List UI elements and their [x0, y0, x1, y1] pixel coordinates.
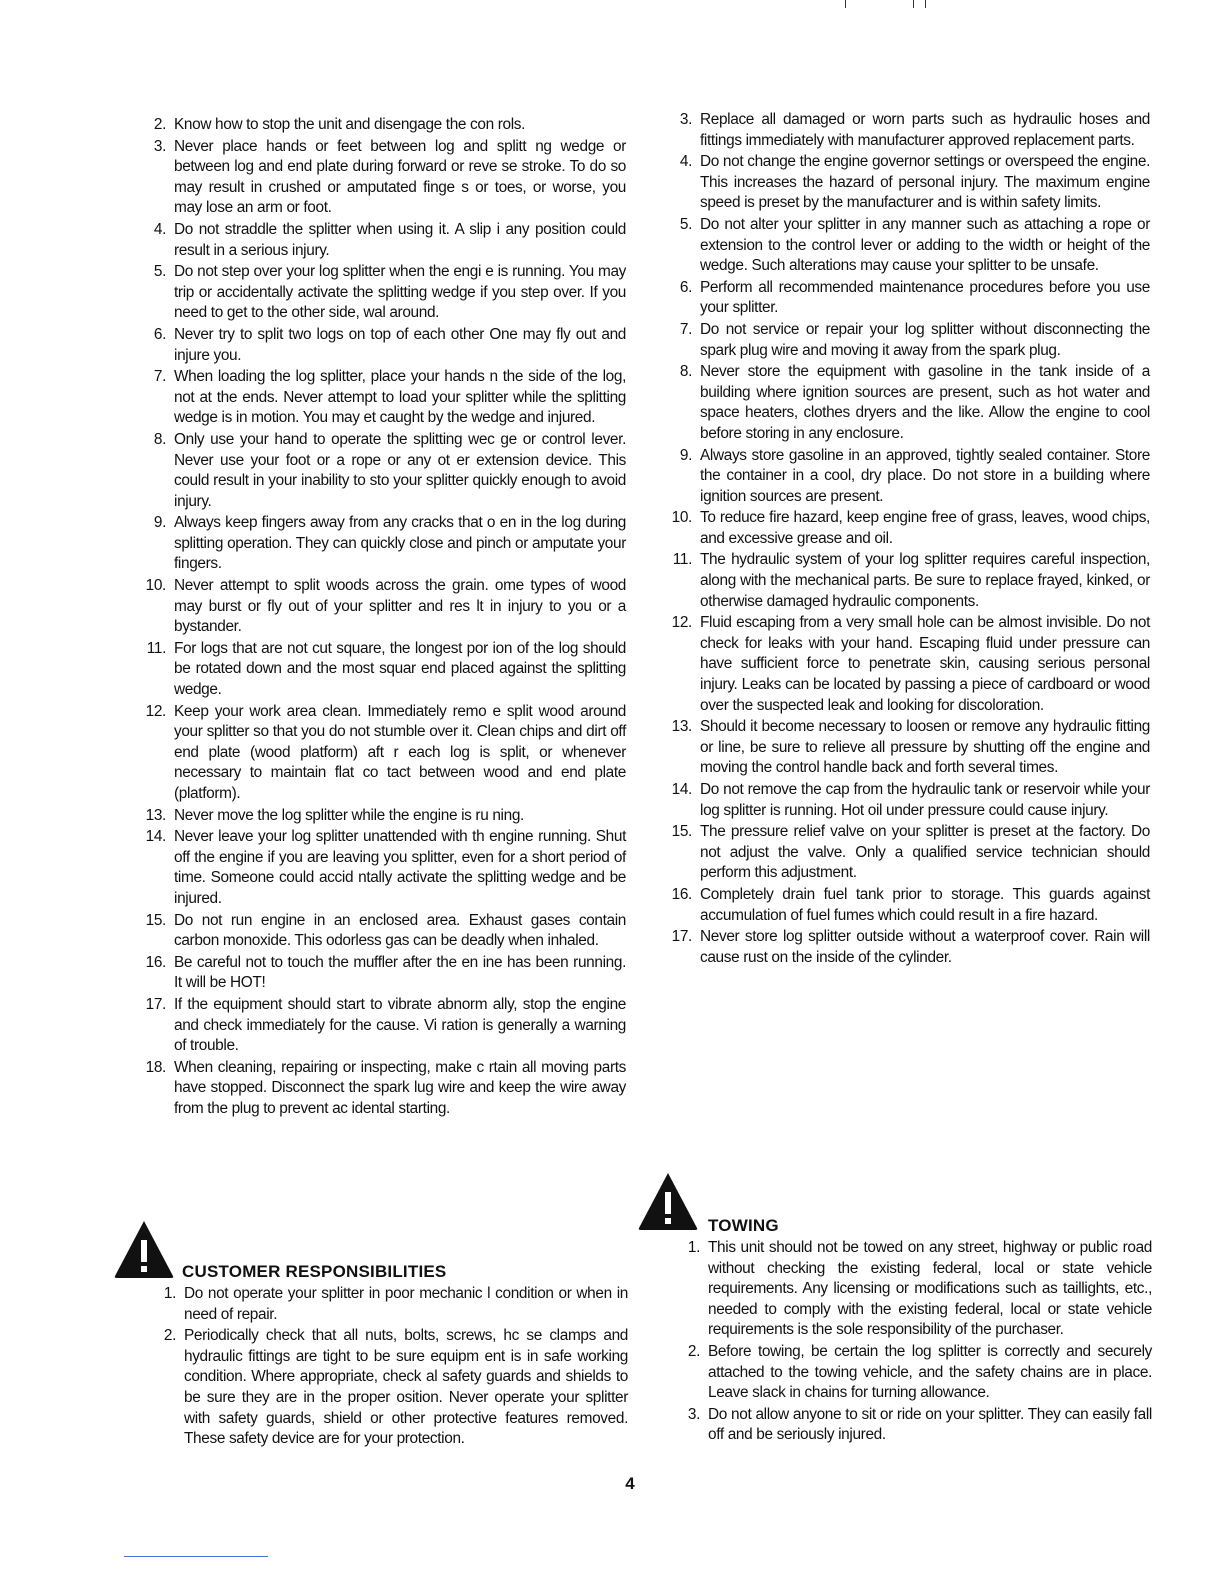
scan-mark	[845, 0, 846, 8]
list-item	[668, 362, 1150, 444]
warning-triangle-icon	[636, 1170, 700, 1232]
item-text: When cleaning, repairing or inspecting, make c rtain all moving parts have stopped. Disconnect the spark lug wire and keep the wire away from the plug to prevent ac idental starting.	[174, 1058, 626, 1117]
item-number: 8.	[679, 363, 692, 381]
item-number: 17.	[145, 995, 166, 1013]
item-number: 13.	[145, 806, 166, 824]
item-text: If the equipment should start to vibrate abnorm ally, stop the engine and check immediately for the cause. Vi ration is generally a warning of trouble.	[174, 995, 626, 1055]
right-column	[668, 110, 1150, 969]
item-text: Never move the log splitter while the engine is ru ning.	[174, 806, 524, 824]
item-number: 16.	[145, 953, 166, 971]
item-number: 6.	[153, 325, 166, 343]
item-number: 15.	[145, 911, 166, 929]
item-number: 11.	[672, 551, 692, 569]
item-text: The pressure relief valve on your splitter is preset at the factory. Do not adjust the valve. Only a qualified service technician should perform this adjustment.	[700, 823, 1150, 882]
item-text: Perform all recommended maintenance procedures before you use your splitter.	[700, 278, 1150, 317]
list-item	[142, 513, 626, 575]
item-number: 2.	[163, 1327, 176, 1345]
list-item	[668, 110, 1150, 151]
list-item	[142, 827, 626, 909]
item-text: Know how to stop the unit and disengage the con rols.	[174, 116, 526, 133]
item-number: 2.	[153, 116, 166, 133]
safety-list-left	[142, 115, 626, 1120]
list-item	[152, 1284, 628, 1325]
item-text: This unit should not be towed on any street, highway or public road without checking the existing federal, local or state vehicle requirements. Any licensing or modifications such as taillights, etc., needed to comply with the existing federal, local or state vehicle requirements is the sole responsibility of the purchaser.	[708, 1239, 1152, 1339]
item-number: 7.	[153, 368, 166, 386]
list-item	[668, 613, 1150, 716]
item-number: 10.	[145, 577, 166, 595]
item-number: 17.	[671, 928, 692, 946]
item-text: Keep your work area clean. Immediately remo e split wood around your splitter so that you do not stumble over it. Clean chips and dirt off end plate (wood platform) aft r each log is split, or whenever necessary to maintain flat co tact between wood and end plate (platform).	[174, 702, 626, 802]
item-number: 2.	[687, 1342, 700, 1360]
list-item	[142, 115, 626, 136]
list-item	[668, 550, 1150, 612]
list-item	[142, 702, 626, 805]
list-item	[142, 953, 626, 994]
safety-list-right	[668, 110, 1150, 968]
item-number: 12.	[671, 614, 692, 632]
item-number: 4.	[153, 220, 166, 238]
list-item	[668, 320, 1150, 361]
item-number: 1.	[687, 1239, 700, 1256]
list-item	[668, 152, 1150, 214]
item-text: Periodically check that all nuts, bolts, screws, hc se clamps and hydraulic fittings are tight to be sure equipm ent is in safe working condition. Where appropriate, check al safety guards and shields to be sure they are in the proper osition. Never operate your splitter with safety guards, shield or other protective features removed. These safety device are for your protection.	[184, 1327, 628, 1448]
item-text: Only use your hand to operate the splitting wec ge or control lever. Never use your foot or a rope or any ot er extension device. This could result in your inability to sto your splitter quickly enough to avoid injury.	[174, 430, 626, 510]
item-number: 3.	[153, 137, 166, 155]
item-text: Completely drain fuel tank prior to storage. This guards against accumulation of fuel fumes which could result in a fire hazard.	[700, 885, 1150, 924]
list-item	[668, 278, 1150, 319]
list-item	[142, 576, 626, 638]
list-item	[142, 1058, 626, 1120]
list-item	[676, 1342, 1152, 1404]
item-text: Do not run engine in an enclosed area. Exhaust gases contain carbon monoxide. This odorless gas can be deadly when inhaled.	[174, 911, 626, 950]
item-number: 9.	[679, 446, 692, 464]
item-text: Should it become necessary to loosen or remove any hydraulic fitting or line, be sure to relieve all pressure by shutting off the engine and moving the control handle back and forth several times.	[700, 718, 1150, 777]
warning-triangle-icon	[112, 1218, 176, 1280]
item-text: Be careful not to touch the muffler after the en ine has been running. It will be HOT!	[174, 953, 626, 992]
item-text: Do not operate your splitter in poor mechanic l condition or when in need of repair.	[184, 1285, 628, 1323]
item-text: For logs that are not cut square, the longest por ion of the log should be rotated down and the most squar end placed against the splitting wedge.	[174, 639, 626, 699]
item-text: Never try to split two logs on top of each other One may fly out and injure you.	[174, 325, 626, 364]
list-item	[676, 1405, 1152, 1446]
item-text: Fluid escaping from a very small hole can be almost invisible. Do not check for leaks with your hand. Escaping fluid under pressure can have sufficient force to penetrate skin, causing serious personal injury. Leaks can be located by passing a piece of cardboard or wood over the suspected leak and looking for discoloration.	[700, 614, 1150, 714]
scan-mark	[925, 0, 926, 8]
item-text: To reduce fire hazard, keep engine free of grass, leaves, wood chips, and excessive grease and oil.	[700, 509, 1150, 547]
item-text: Before towing, be certain the log splitter is correctly and securely attached to the towing vehicle, and the safety chains are in place. Leave slack in chains for turning allowance.	[708, 1342, 1152, 1402]
item-number: 4.	[679, 153, 692, 171]
footer-rule	[124, 1556, 268, 1557]
item-text: Never store log splitter outside without a waterproof cover. Rain will cause rust on the inside of the cylinder.	[700, 928, 1150, 966]
item-number: 5.	[153, 263, 166, 281]
item-text: Never store the equipment with gasoline in the tank inside of a building where ignition sources are present, such as hot water and space heaters, clothes dryers and the like. Allow the engine to cool before storing in any enclosure.	[700, 363, 1150, 442]
item-number: 14.	[145, 828, 166, 846]
item-text: Always keep fingers away from any cracks that o en in the log during splitting operation. They can quickly close and pinch or amputate your fingers.	[174, 514, 626, 573]
item-number: 7.	[679, 320, 692, 338]
item-text: Do not straddle the splitter when using it. A slip i any position could result in a serious injury.	[174, 220, 626, 259]
item-number: 10.	[671, 509, 692, 527]
item-text: Never leave your log splitter unattended with th engine running. Shut off the engine if you are leaving you splitter, even for a short period of time. Someone could accid ntally activate the splitting wedge and be injured.	[174, 828, 626, 907]
item-text: Never attempt to split woods across the grain. ome types of wood may burst or fly out of your splitter and res lt in injury to you or a bystander.	[174, 577, 626, 636]
left-column	[142, 115, 626, 1121]
customer-responsibilities-list	[152, 1284, 628, 1451]
list-item	[142, 639, 626, 701]
list-item	[668, 446, 1150, 508]
item-text: Always store gasoline in an approved, tightly sealed container. Store the container in a cool, dry place. Do not store in a building where ignition sources are present.	[700, 446, 1150, 505]
item-text: Do not allow anyone to sit or ride on your splitter. They can easily fall off and be seriously injured.	[708, 1405, 1152, 1444]
list-item	[142, 137, 626, 219]
list-item	[142, 806, 626, 827]
list-item	[142, 911, 626, 952]
list-item	[676, 1238, 1152, 1341]
item-text: Do not step over your log splitter when the engi e is running. You may trip or accidentally activate the splitting wedge if you step over. If you need to get to the other side, wal around.	[174, 263, 626, 322]
item-number: 9.	[153, 514, 166, 532]
item-number: 11.	[146, 639, 166, 657]
list-item	[142, 367, 626, 429]
item-number: 3.	[687, 1405, 700, 1423]
page-number: 4	[625, 1474, 635, 1493]
list-item	[142, 430, 626, 512]
item-text: Do not remove the cap from the hydraulic tank or reservoir while your log splitter is running. Hot oil under pressure could cause injury.	[700, 781, 1150, 819]
list-item	[668, 927, 1150, 968]
section-title: CUSTOMER RESPONSIBILITIES	[182, 1262, 447, 1281]
item-number: 3.	[679, 111, 692, 128]
item-number: 8.	[153, 430, 166, 448]
item-text: Replace all damaged or worn parts such as hydraulic hoses and fittings immediately with manufacturer approved replacement parts.	[700, 111, 1150, 149]
scan-mark	[913, 0, 914, 8]
list-item	[142, 995, 626, 1057]
list-item	[152, 1326, 628, 1450]
list-item	[668, 780, 1150, 821]
list-item	[668, 822, 1150, 884]
list-item	[142, 262, 626, 324]
item-text: Do not alter your splitter in any manner such as attaching a rope or extension to the control lever or adding to the width or height of the wedge. Such alterations may cause your splitter to be unsafe.	[700, 215, 1150, 275]
item-number: 1.	[163, 1285, 176, 1302]
item-text: Do not service or repair your log splitter without disconnecting the spark plug wire and moving it away from the spark plug.	[700, 320, 1150, 359]
item-text: The hydraulic system of your log splitter requires careful inspection, along with the mechanical parts. Be sure to replace frayed, kinked, or otherwise damaged hydraulic components.	[700, 551, 1150, 610]
list-item	[668, 508, 1150, 549]
item-number: 5.	[679, 215, 692, 233]
item-number: 16.	[671, 885, 692, 903]
item-number: 18.	[145, 1058, 166, 1076]
item-number: 13.	[671, 718, 692, 736]
item-text: Do not change the engine governor settings or overspeed the engine. This increases the hazard of personal injury. The maximum engine speed is preset by the manufacturer and is within safety limits.	[700, 153, 1150, 212]
section-title: TOWING	[708, 1216, 779, 1235]
item-number: 15.	[671, 823, 692, 841]
list-item	[142, 220, 626, 261]
item-number: 6.	[679, 278, 692, 296]
item-text: When loading the log splitter, place your hands n the side of the log, not at the ends. Never attempt to load your splitter while the splitting wedge is in motion. You may et caught by the wedge and injured.	[174, 368, 626, 427]
item-number: 14.	[671, 781, 692, 798]
list-item	[142, 325, 626, 366]
list-item	[668, 885, 1150, 926]
list-item	[668, 215, 1150, 277]
towing-list	[676, 1238, 1152, 1447]
item-text: Never place hands or feet between log and splitt ng wedge or between log and end plate during forward or reve se stroke. To do so may result in crushed or amputated finge s or toes, or worse, you may lose an arm or foot.	[174, 137, 626, 217]
item-number: 12.	[145, 702, 166, 720]
list-item	[668, 717, 1150, 779]
